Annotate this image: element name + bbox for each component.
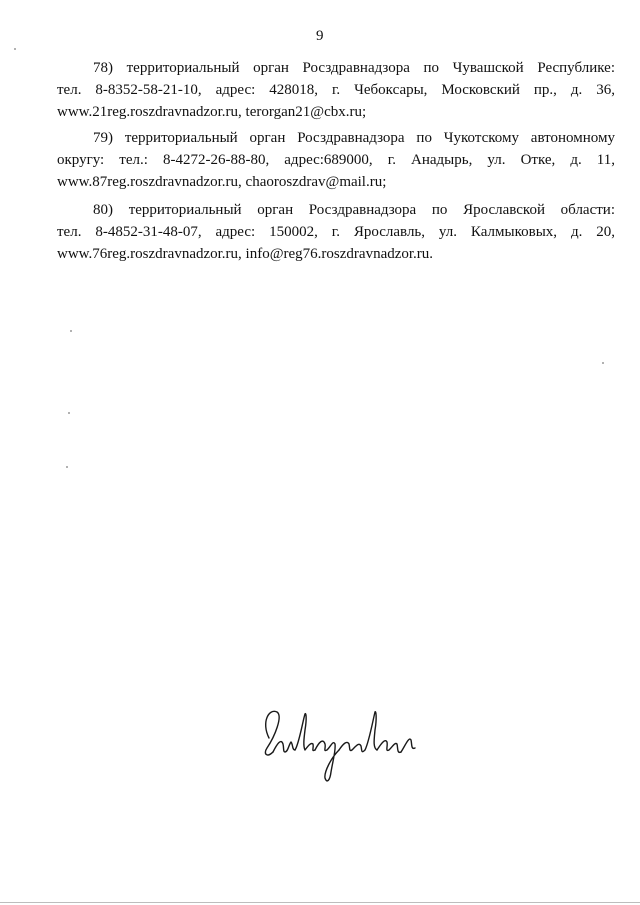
entry-79-line-3: www.87reg.roszdravnadzor.ru, chaoroszdrav@mail.ru; [57, 174, 387, 190]
scan-speck [70, 330, 72, 332]
entry-79-line-2: округу: тел.: 8-4272-26-88-80, адрес:689000, г. Анадырь, ул. Отке, д. 11, [57, 152, 615, 168]
entry-78-line-1: 78) территориальный орган Росздравнадзора по Чувашской Республике: [93, 60, 615, 76]
scan-speck [66, 466, 68, 468]
entry-80-line-2: тел. 8-4852-31-48-07, адрес: 150002, г. Ярославль, ул. Калмыковых, д. 20, [57, 224, 615, 240]
list-item-80 [57, 199, 615, 265]
entry-78-line-2: тел. 8-8352-58-21-10, адрес: 428018, г. Чебоксары, Московский пр., д. 36, [57, 82, 615, 98]
page-number: 9 [316, 28, 324, 44]
page-bottom-edge [0, 902, 640, 903]
scan-speck [602, 362, 604, 364]
entry-79-line-1: 79) территориальный орган Росздравнадзора по Чукотскому автономному [93, 130, 615, 146]
entry-80-line-1: 80) территориальный орган Росздравнадзора по Ярославской области: [93, 202, 615, 218]
list-item-78 [57, 57, 615, 123]
list-item-79 [57, 127, 615, 193]
handwritten-signature [255, 700, 435, 790]
entry-78-line-3: www.21reg.roszdravnadzor.ru, terorgan21@cbx.ru; [57, 104, 367, 120]
scan-speck [14, 48, 16, 50]
entry-80-line-3: www.76reg.roszdravnadzor.ru, info@reg76.roszdravnadzor.ru. [57, 246, 434, 262]
scan-speck [68, 412, 70, 414]
